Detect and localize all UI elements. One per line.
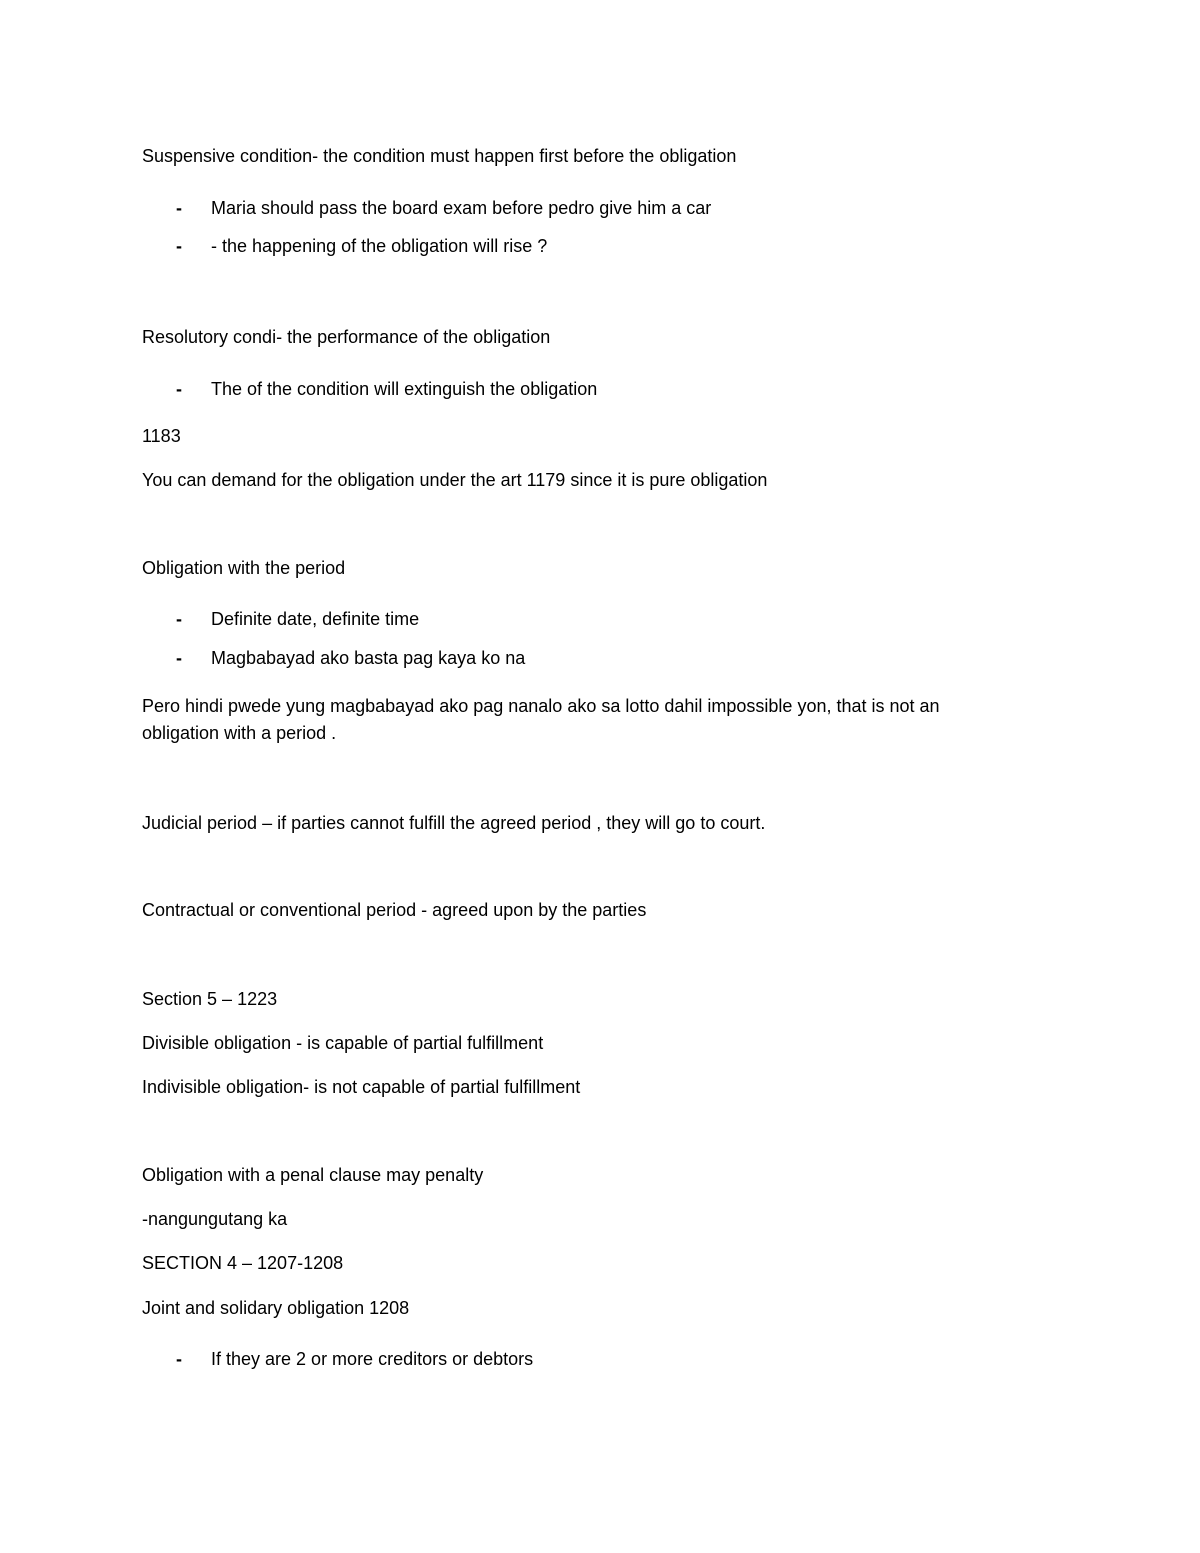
list-item [176, 607, 419, 631]
bullet-dash: - [176, 648, 182, 668]
list-item-text: Definite date, definite time [211, 609, 420, 629]
list-item-text: Magbabayad ako basta pag kaya ko na [211, 648, 526, 668]
article-number-line: 1183 [142, 426, 181, 446]
list-item [176, 646, 525, 670]
bullet-dash: - [176, 1349, 182, 1369]
demand-obligation-line: You can demand for the obligation under the art 1179 since it is pure obligation [142, 470, 768, 490]
obligation-period-line: Obligation with the period [142, 558, 346, 578]
judicial-period-line: Judicial period – if parties cannot fulfill the agreed period , they will go to court. [142, 813, 766, 833]
lotto-example-line-1: Pero hindi pwede yung magbabayad ako pag nanalo ako sa lotto dahil impossible yon, that is not an [142, 696, 940, 716]
list-item-text: Maria should pass the board exam before pedro give him a car [211, 198, 712, 218]
list-item [176, 1347, 533, 1371]
bullet-dash: - [176, 236, 182, 256]
joint-solidary-line: Joint and solidary obligation 1208 [142, 1298, 410, 1318]
contractual-period-line: Contractual or conventional period - agreed upon by the parties [142, 900, 647, 920]
penal-clause-line: Obligation with a penal clause may penalty [142, 1165, 484, 1185]
indivisible-obligation-line: Indivisible obligation- is not capable of partial fulfillment [142, 1077, 581, 1097]
divisible-obligation-line: Divisible obligation - is capable of partial fulfillment [142, 1033, 544, 1053]
lotto-example-line-2: obligation with a period . [142, 723, 337, 743]
suspensive-condition-line: Suspensive condition- the condition must happen first before the obligation [142, 146, 737, 166]
list-item [176, 196, 711, 220]
list-item-text: The of the condition will extinguish the obligation [211, 379, 598, 399]
nangungutang-line: -nangungutang ka [142, 1209, 288, 1229]
bullet-dash: - [176, 198, 182, 218]
bullet-dash: - [176, 379, 182, 399]
list-item-text: If they are 2 or more creditors or debtors [211, 1349, 534, 1369]
section-5-heading: Section 5 – 1223 [142, 989, 278, 1009]
list-item [176, 234, 547, 258]
resolutory-condition-line: Resolutory condi- the performance of the obligation [142, 327, 551, 347]
section-4-heading: SECTION 4 – 1207-1208 [142, 1253, 344, 1273]
list-item [176, 377, 597, 401]
bullet-dash: - [176, 609, 182, 629]
list-item-text: - the happening of the obligation will rise ? [211, 236, 548, 256]
